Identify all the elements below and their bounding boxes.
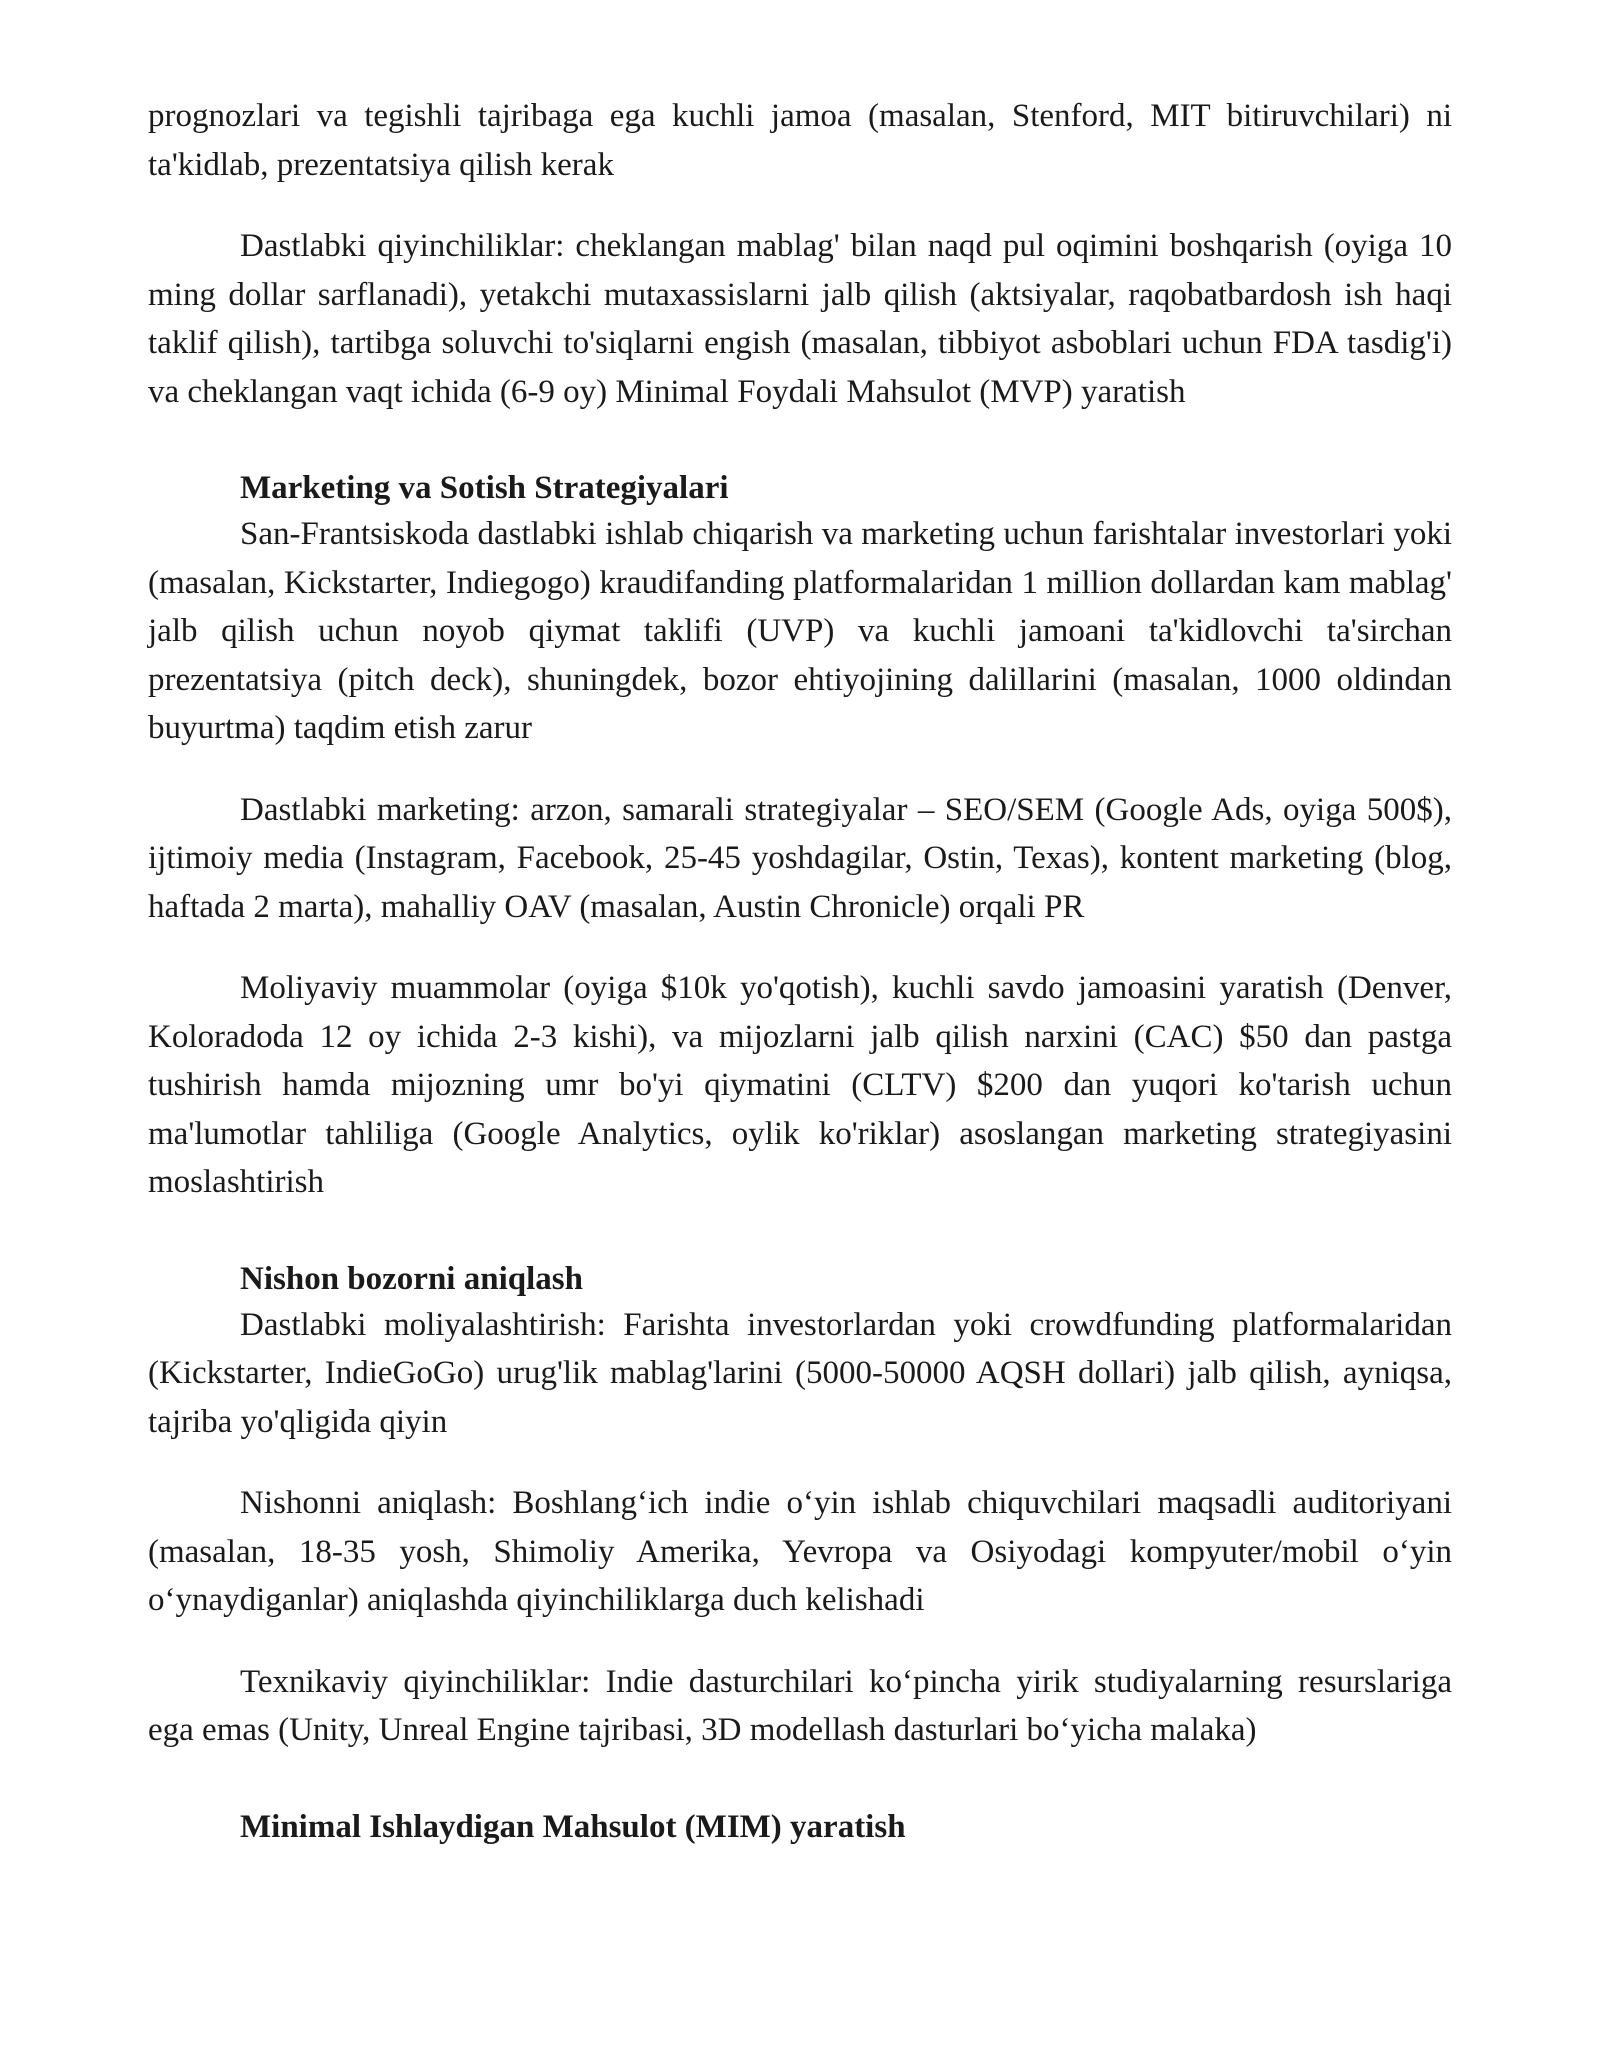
paragraph-initial-financing: Dastlabki moliyalashtirish: Farishta investorlardan yoki crowdfunding platformalaridan (Kickstarter, IndieGoGo) urug'lik mablag'larini (5000-50000 AQSH dollari) jalb qilish, ayniqsa, tajriba yo'qligida qiyin: [148, 1306, 1452, 1440]
paragraph-financial-problems: Moliyaviy muammolar (oyiga $10k yo'qotish), kuchli savdo jamoasini yaratish (Denver, Koloradoda 12 oy ichida 2-3 kishi), va mijozlarni jalb qilish narxini (CAC) $50 dan pastga tushirish hamda mijozning umr bo'yi qiymatini (CLTV) $200 dan yuqori ko'tarish uchun ma'lumotlar tahliliga (Google Analytics, oylik ko'riklar) asoslangan marketing strategiyasini moslashtirish: [148, 970, 1452, 1200]
heading-target-market: Nishon bozorni aniqlash: [240, 1260, 583, 1297]
paragraph-technical-challenges: Texnikaviy qiyinchiliklar: Indie dasturchilari ko‘pincha yirik studiyalarning resurslariga ega emas (Unity, Unreal Engine tajribasi, 3D modellash dasturlari bo‘yicha malaka): [148, 1663, 1452, 1748]
paragraph-fundraising-sf: San-Frantsiskoda dastlabki ishlab chiqarish va marketing uchun farishtalar investorlari yoki (masalan, Kickstarter, Indiegogo) kraudifanding platformalaridan 1 million dollardan kam mablag' jalb qilish uchun noyob qiymat taklifi (UVP) va kuchli jamoani ta'kidlovchi ta'sirchan prezentatsiya (pitch deck), shuningdek, bozor ehtiyojining dalillarini (masalan, 1000 oldindan buyurtma) taqdim etish zarur: [148, 516, 1452, 746]
paragraph-continuation: prognozlari va tegishli tajribaga ega kuchli jamoa (masalan, Stenford, MIT bitiruvchilari) ni ta'kidlab, prezentatsiya qilish kerak: [148, 98, 1452, 183]
heading-marketing-sales: Marketing va Sotish Strategiyalari: [240, 470, 729, 506]
document-page: [148, 92, 1452, 1849]
paragraph-initial-challenges: Dastlabki qiyinchiliklar: cheklangan mablag' bilan naqd pul oqimini boshqarish (oyiga 10 ming dollar sarflanadi), yetakchi mutaxassislarni jalb qilish (aktsiyalar, raqobatbardosh ish haqi taklif qilish), tartibga soluvchi to'siqlarni engish (masalan, tibbiyot asboblari uchun FDA tasdig'i) va cheklangan vaqt ichida (6-9 oy) Minimal Foydali Mahsulot (MVP) yaratish: [148, 228, 1452, 410]
paragraph-target-identification: Nishonni aniqlash: Boshlang‘ich indie o‘yin ishlab chiquvchilari maqsadli auditoriyani (masalan, 18-35 yosh, Shimoliy Amerika, Yevropa va Osiyodagi kompyuter/mobil o‘yin o‘ynaydiganlar) aniqlashda qiyinchiliklarga duch kelishadi: [148, 1485, 1452, 1618]
paragraph-early-marketing: Dastlabki marketing: arzon, samarali strategiyalar – SEO/SEM (Google Ads, oyiga 500$), ijtimoiy media (Instagram, Facebook, 25-45 yoshdagilar, Ostin, Texas), kontent marketing (blog, haftada 2 marta), mahalliy OAV (masalan, Austin Chronicle) orqali PR: [148, 791, 1452, 925]
heading-mvp: Minimal Ishlaydigan Mahsulot (MIM) yaratish: [240, 1808, 906, 1845]
